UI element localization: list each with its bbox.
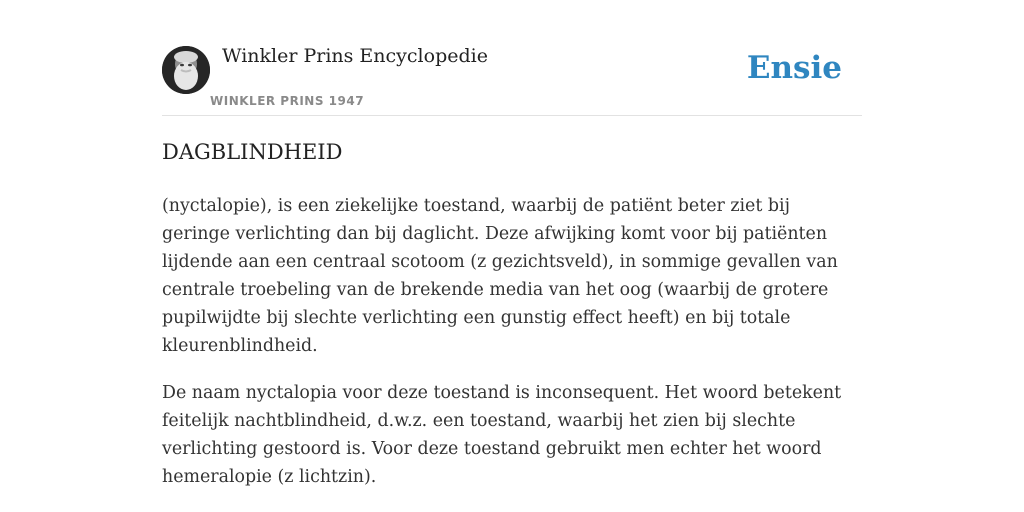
source-title[interactable]: Winkler Prins Encyclopedie <box>222 45 488 67</box>
avatar[interactable] <box>162 46 210 94</box>
article-paragraph: (nyctalopie), is een ziekelijke toestand, waarbij de patiënt beter ziet bij geringe verlichting dan bij daglicht. Deze afwijking komt voor bij patiënten lijdende aan een centraal scotoom (z gezichtsveld), in sommige gevallen van centrale troebeling van de brekende media van het oog (waarbij de grotere pupilwijdte bij slechte verlichting een gunstig effect heeft) en bij totale kleurenblindheid. <box>162 196 838 356</box>
ensie-logo[interactable]: Ensie <box>746 50 842 86</box>
article-title: DAGBLINDHEID <box>162 140 343 164</box>
header <box>162 40 862 116</box>
source-subtitle[interactable]: WINKLER PRINS 1947 <box>210 94 365 108</box>
bearded-man-portrait-icon <box>162 46 210 94</box>
article-paragraph: De naam nyctalopia voor deze toestand is inconsequent. Het woord betekent feitelijk nachtblindheid, d.w.z. een toestand, waarbij het zien bij slechte verlichting gestoord is. Voor deze toestand gebruikt men echter het woord hemeralopie (z lichtzin). <box>162 383 842 487</box>
article-body <box>162 192 862 510</box>
